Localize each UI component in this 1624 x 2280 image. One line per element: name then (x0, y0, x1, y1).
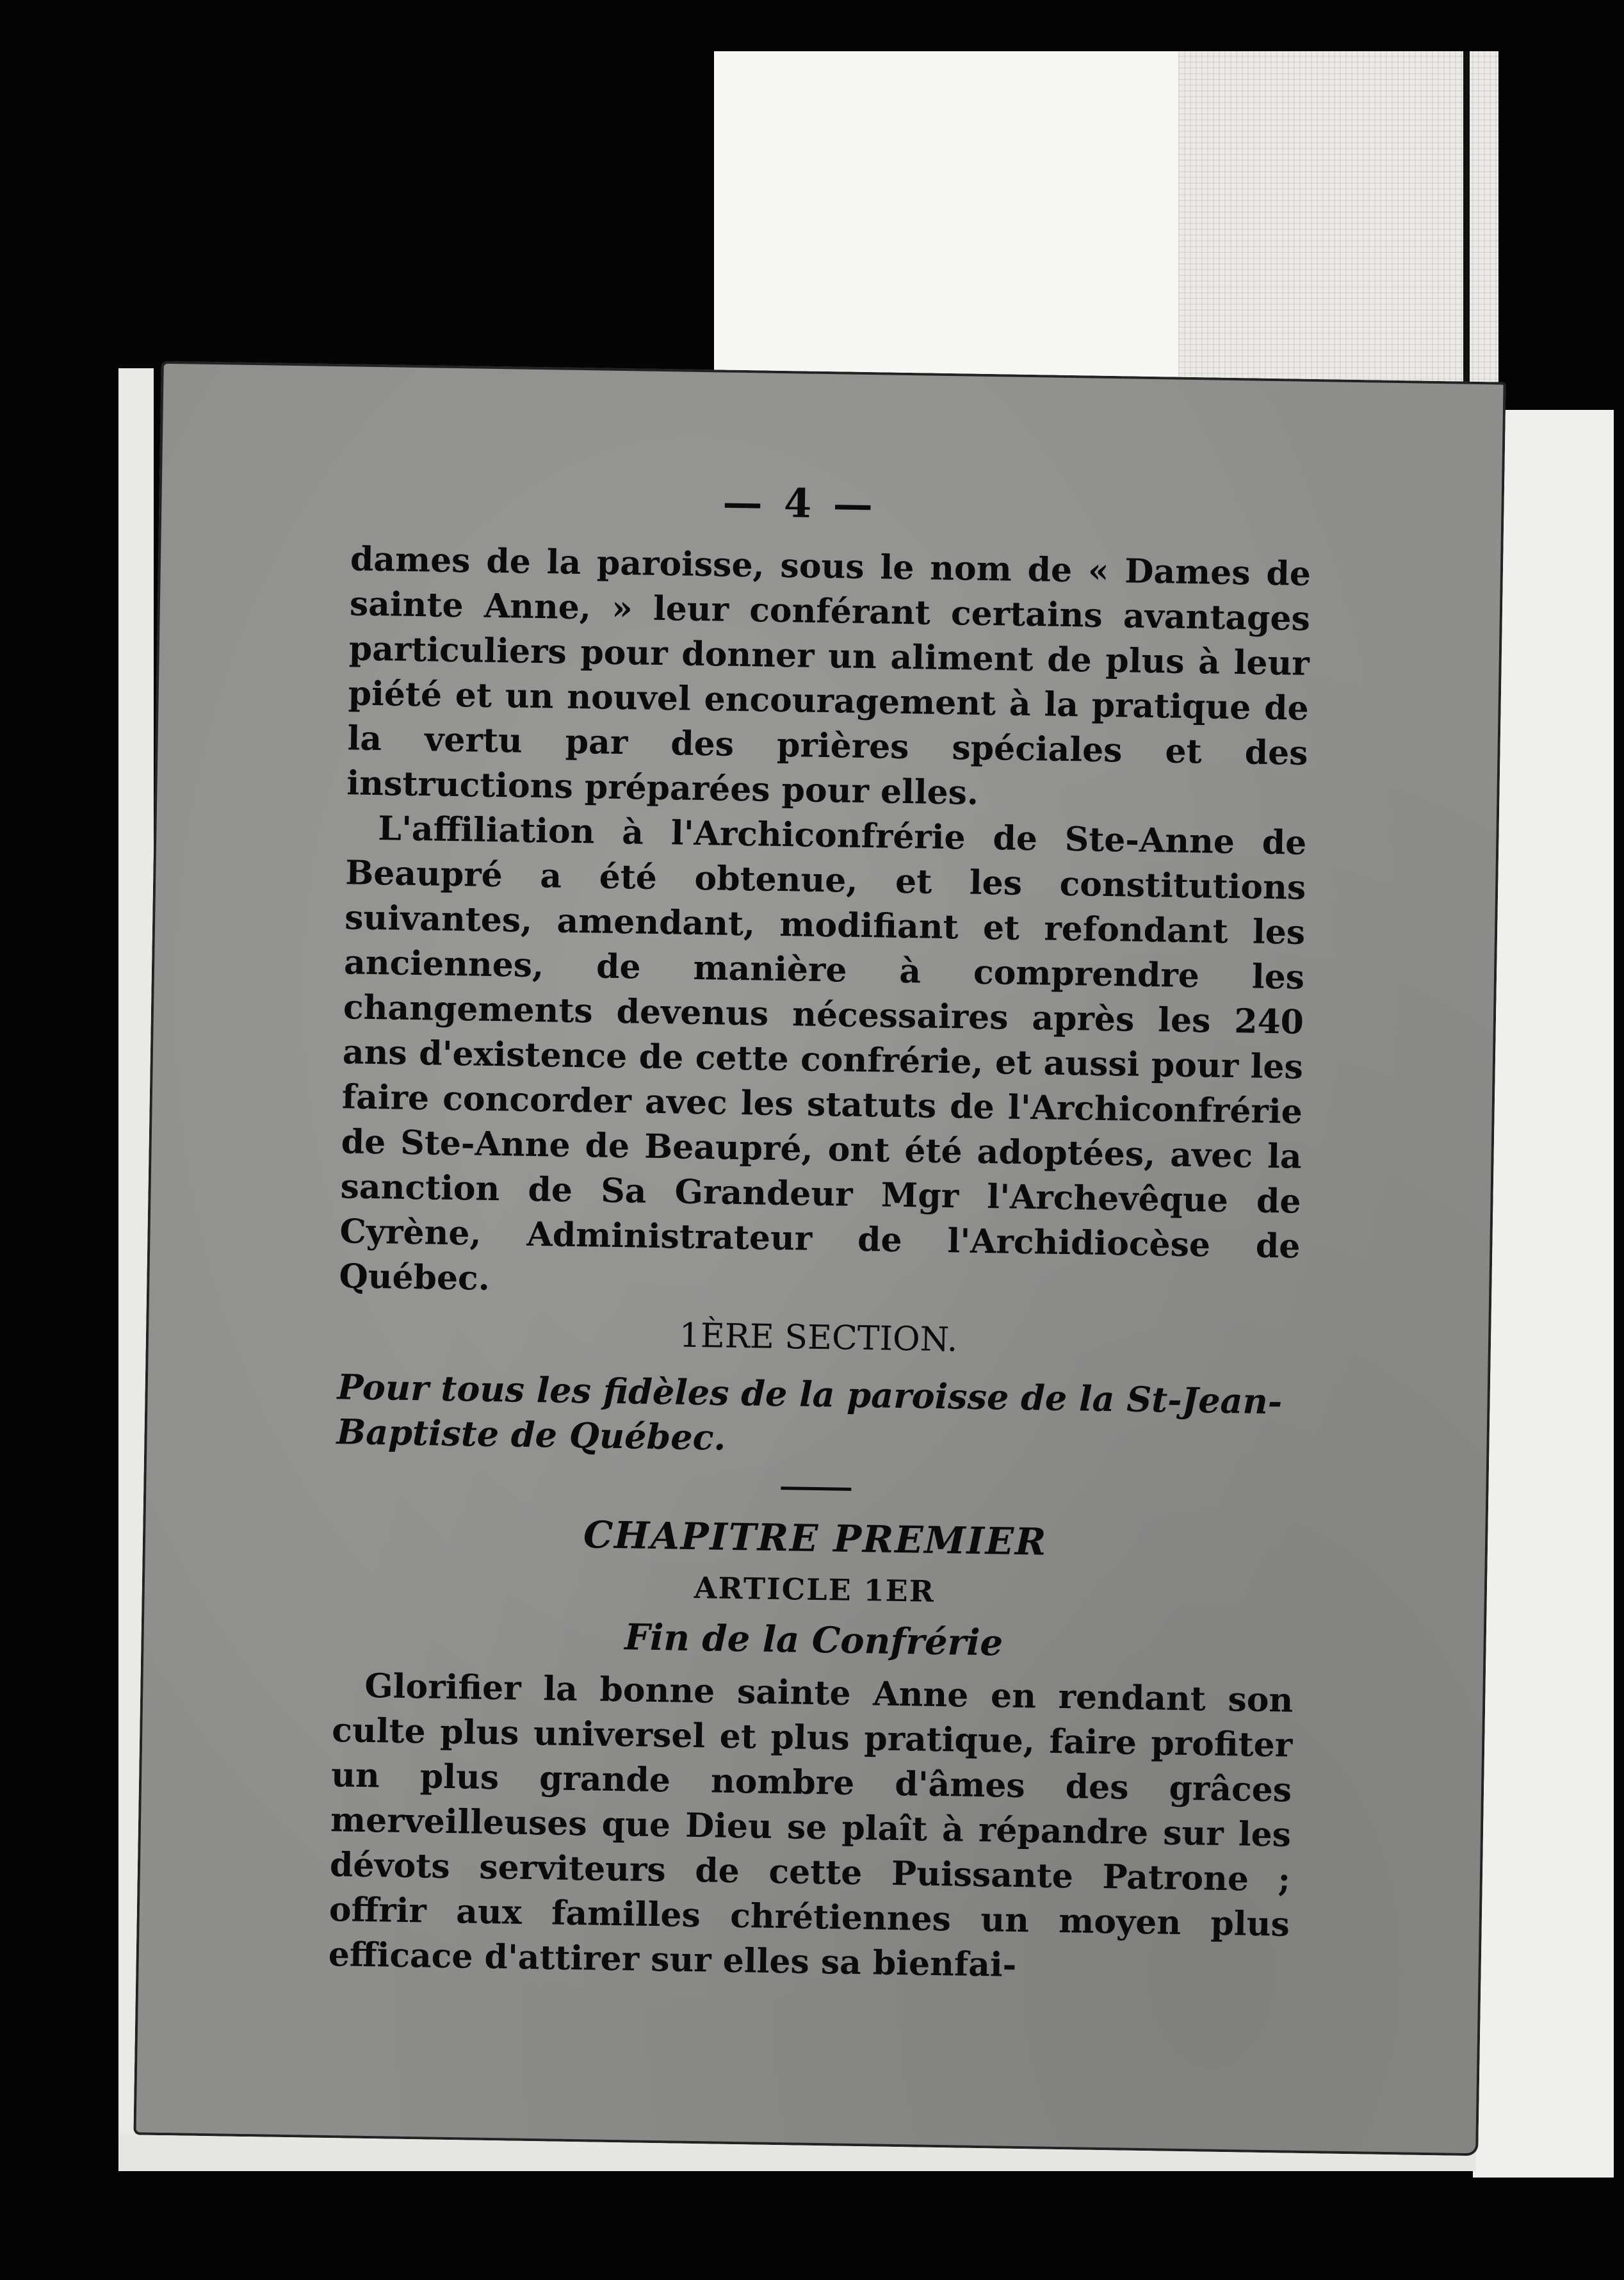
chapter-title: CHAPITRE PREMIER (583, 1513, 1048, 1564)
printed-page (133, 361, 1506, 2156)
page-number: — 4 — (722, 478, 877, 528)
scan-white-card (714, 51, 1185, 384)
divider-rule (781, 1486, 851, 1491)
section-heading: 1ÈRE SECTION. (679, 1316, 958, 1360)
article-paragraph: Glorifier la bonne sainte Anne en rendant son culte plus universel et plus pratique, faire profiter un plus grande nombre d'âmes des grâces merveilleuses que Dieu se plaît à répandre sur les dévots serviteurs de cette Puissante Patrone ; offrir aux familles chrétiennes un moyen plus efficace d'attirer sur elles sa bienfai- (328, 1666, 1294, 1985)
section-subtitle: Pour tous les fidèles de la paroisse de la St-Jean-Baptiste de Québec. (336, 1366, 1283, 1458)
page-body (328, 537, 1311, 1992)
article-title: Fin de la Confrérie (624, 1616, 1003, 1665)
article-label: ARTICLE 1ER (694, 1570, 936, 1609)
paragraph-1: dames de la paroisse, sous le nom de « Dames de sainte Anne, » leur conférant certains avantages particuliers pour donner un aliment de plus à leur piété et un nouvel encouragement à la pratique de la vertu par des prières spéciales et des instructions préparées pour elles. (346, 539, 1311, 813)
scan-fabric-texture (1178, 51, 1498, 397)
paragraph-2: L'affiliation à l'Archiconfrérie de Ste-Anne de Beaupré a été obtenue, et les constitutions suivantes, amendant, modifiant et refondant les anciennes, de manière à comprendre les changements devenus nécessaires après les 240 ans d'existence de cette confrérie, et aussi pour les faire concorder avec les statuts de l'Archiconfrérie de Ste-Anne de Beaupré, ont été adoptées, avec la sanction de Sa Grandeur Mgr l'Archevêque de Cyrène, Administrateur de l'Archidiocèse de Québec. (338, 809, 1307, 1298)
